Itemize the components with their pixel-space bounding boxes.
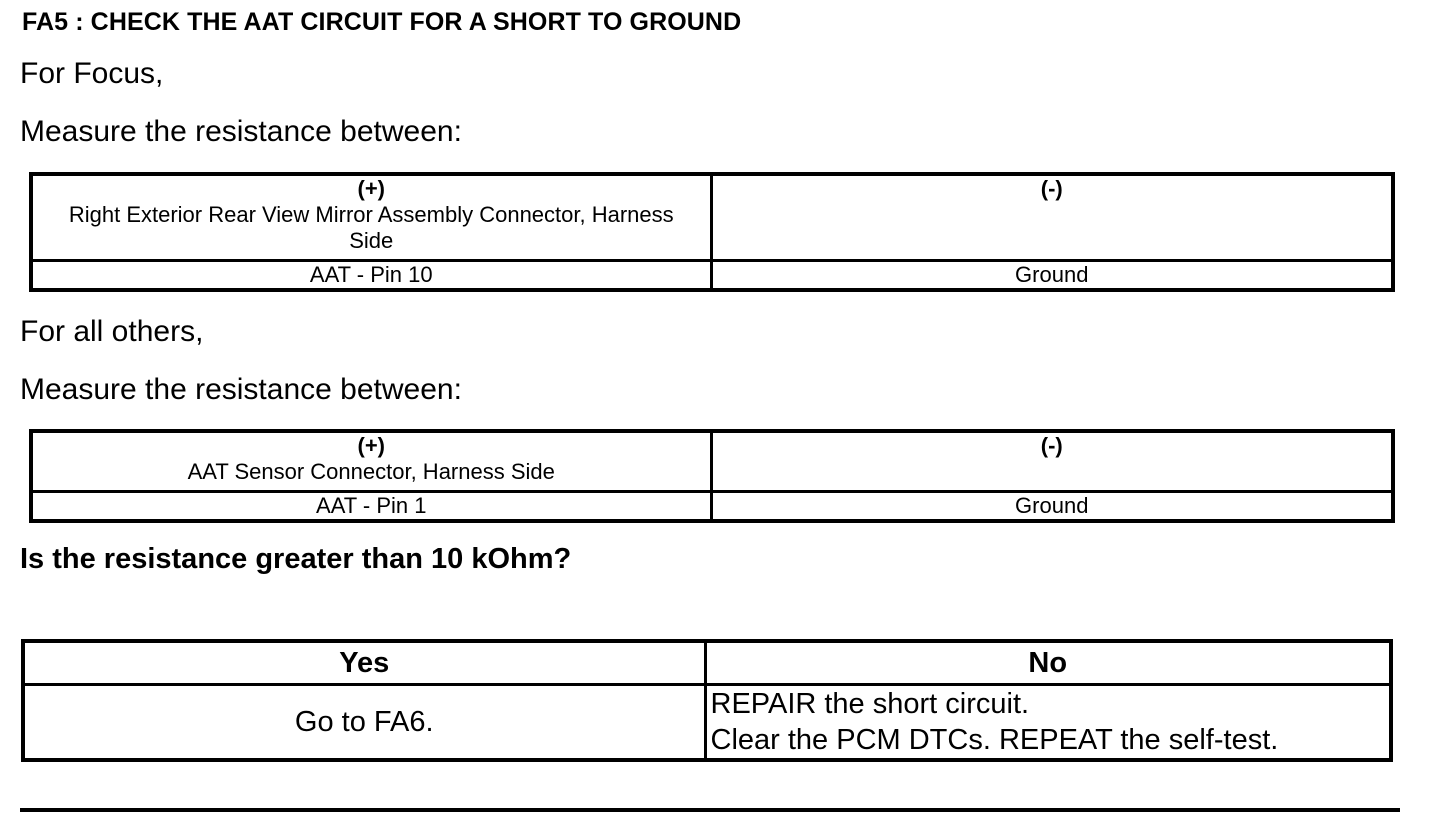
decision-table bbox=[21, 639, 1393, 762]
minus-header-cell bbox=[711, 174, 1393, 260]
plus-label: (+) bbox=[357, 176, 385, 201]
plus-location: Right Exterior Rear View Mirror Assembly Connector, Harness Side bbox=[68, 202, 674, 253]
minus-label: (-) bbox=[1040, 176, 1063, 201]
plus-value-cell: AAT - Pin 10 bbox=[31, 260, 711, 290]
plus-header-cell bbox=[31, 174, 711, 260]
minus-header-cell bbox=[711, 431, 1393, 491]
step-heading: FA5 : CHECK THE AAT CIRCUIT FOR A SHORT TO GROUND bbox=[22, 8, 742, 36]
others-measurement-table bbox=[29, 429, 1395, 523]
yes-action-text: Go to FA6. bbox=[294, 705, 434, 738]
plus-value-cell: AAT - Pin 1 bbox=[31, 491, 711, 521]
table-row bbox=[23, 685, 1391, 761]
others-vehicle-line: For all others, bbox=[20, 315, 204, 348]
resistance-question: Is the resistance greater than 10 kOhm? bbox=[20, 543, 572, 575]
table-row bbox=[31, 174, 1393, 260]
no-header: No bbox=[705, 641, 1391, 685]
minus-label: (-) bbox=[1040, 433, 1063, 458]
no-action-line-2: Clear the PCM DTCs. REPEAT the self-test. bbox=[710, 724, 1279, 756]
yes-action-cell bbox=[23, 685, 705, 761]
no-action-cell bbox=[705, 685, 1391, 761]
table-row bbox=[31, 260, 1393, 290]
minus-value-cell: Ground bbox=[711, 491, 1393, 521]
minus-value-cell: Ground bbox=[711, 260, 1393, 290]
focus-measurement-table bbox=[29, 172, 1395, 292]
plus-label: (+) bbox=[357, 433, 385, 458]
bottom-divider bbox=[20, 808, 1400, 812]
focus-vehicle-line: For Focus, bbox=[20, 57, 164, 90]
yes-header: Yes bbox=[23, 641, 705, 685]
others-instruction: Measure the resistance between: bbox=[20, 373, 462, 406]
no-action-line-1: REPAIR the short circuit. bbox=[710, 688, 1030, 720]
table-row bbox=[23, 641, 1391, 685]
table-row bbox=[31, 491, 1393, 521]
focus-instruction: Measure the resistance between: bbox=[20, 115, 462, 148]
table-row bbox=[31, 431, 1393, 491]
plus-header-cell bbox=[31, 431, 711, 491]
plus-location: AAT Sensor Connector, Harness Side bbox=[187, 459, 555, 484]
